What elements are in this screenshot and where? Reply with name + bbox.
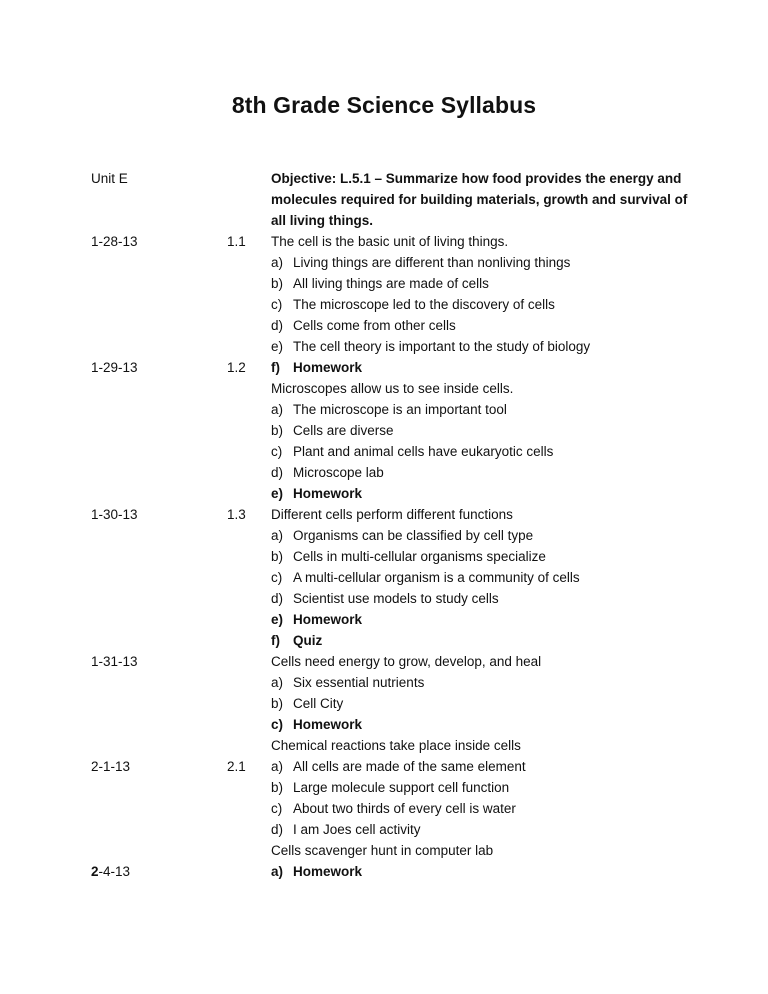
date-entry-5: 2-1-13 [91, 759, 131, 774]
item-text: Homework [293, 612, 363, 627]
list-item-homework [271, 861, 691, 882]
item-text: Quiz [293, 633, 323, 648]
entry-heading: Cells scavenger hunt in computer lab [271, 843, 494, 858]
list-item [271, 588, 691, 609]
item-text: Cells come from other cells [293, 318, 456, 333]
item-letter: c) [271, 444, 283, 459]
list-item [271, 420, 691, 441]
syllabus-content [271, 168, 691, 882]
item-letter: b) [271, 423, 284, 438]
list-item [271, 462, 691, 483]
list-item-homework [271, 483, 691, 504]
entry-block-1 [271, 231, 691, 378]
entry-block-4 [271, 651, 691, 735]
list-item-homework [271, 357, 691, 378]
list-item [271, 567, 691, 588]
item-letter: b) [271, 276, 284, 291]
list-item [271, 252, 691, 273]
entry-block-2 [271, 378, 691, 504]
item-text: Cells in multi-cellular organisms specialize [293, 549, 546, 564]
list-item-homework [271, 714, 691, 735]
item-letter: c) [271, 717, 284, 732]
item-letter: b) [271, 696, 284, 711]
list-item [271, 693, 691, 714]
item-letter: d) [271, 465, 284, 480]
item-letter: a) [271, 759, 284, 774]
item-letter: a) [271, 402, 284, 417]
item-text: Homework [293, 360, 363, 375]
list-item [271, 315, 691, 336]
date-entry-3: 1-30-13 [91, 507, 138, 522]
list-item [271, 399, 691, 420]
date-entry-6-rest: -4-13 [98, 864, 131, 879]
list-item [271, 756, 691, 777]
entry-block-6 [271, 840, 691, 882]
item-letter: c) [271, 570, 283, 585]
list-item [271, 672, 691, 693]
list-item [271, 336, 691, 357]
list-item [271, 441, 691, 462]
entry-heading: Cells need energy to grow, develop, and heal [271, 654, 542, 669]
item-text: The cell theory is important to the study of biology [293, 339, 591, 354]
list-item-quiz [271, 630, 691, 651]
date-entry-1: 1-28-13 [91, 234, 138, 249]
item-text: Homework [293, 864, 363, 879]
item-text: A multi-cellular organism is a community of cells [293, 570, 580, 585]
item-letter: a) [271, 675, 284, 690]
lesson-number-3: 1.3 [227, 507, 246, 522]
item-text: All living things are made of cells [293, 276, 489, 291]
item-text: All cells are made of the same element [293, 759, 526, 774]
lesson-number-1: 1.1 [227, 234, 246, 249]
item-text: The microscope is an important tool [293, 402, 507, 417]
item-letter: e) [271, 486, 284, 501]
list-item [271, 294, 691, 315]
item-letter: e) [271, 339, 284, 354]
item-letter: f) [271, 633, 280, 648]
item-text: The microscope led to the discovery of cells [293, 297, 555, 312]
item-letter: d) [271, 591, 284, 606]
item-letter: b) [271, 780, 284, 795]
item-letter: a) [271, 528, 284, 543]
list-item [271, 819, 691, 840]
list-item [271, 273, 691, 294]
item-text: Homework [293, 717, 363, 732]
item-text: Six essential nutrients [293, 675, 425, 690]
date-entry-2: 1-29-13 [91, 360, 138, 375]
date-entry-6-bold: 2 [91, 864, 99, 879]
entry-block-3 [271, 504, 691, 651]
item-letter: f) [271, 360, 280, 375]
entry-heading: Different cells perform different functions [271, 507, 513, 522]
item-letter: d) [271, 822, 284, 837]
item-letter: d) [271, 318, 284, 333]
list-item [271, 798, 691, 819]
objective-text: Objective: L.5.1 – Summarize how food provides the energy and molecules required for building materials, growth and survival of all living things. [271, 171, 688, 228]
entry-heading: The cell is the basic unit of living things. [271, 234, 509, 249]
list-item-homework [271, 609, 691, 630]
date-entry-6 [91, 861, 130, 882]
item-letter: c) [271, 297, 283, 312]
list-item [271, 546, 691, 567]
entry-heading: Chemical reactions take place inside cells [271, 738, 521, 753]
item-letter: e) [271, 612, 284, 627]
item-text: About two thirds of every cell is water [293, 801, 516, 816]
item-text: Plant and animal cells have eukaryotic cells [293, 444, 554, 459]
unit-label: Unit E [91, 171, 128, 186]
lesson-number-2: 1.2 [227, 360, 246, 375]
item-text: Scientist use models to study cells [293, 591, 499, 606]
item-text: Organisms can be classified by cell type [293, 528, 534, 543]
list-item [271, 777, 691, 798]
item-letter: b) [271, 549, 284, 564]
item-text: Microscope lab [293, 465, 384, 480]
item-text: Large molecule support cell function [293, 780, 510, 795]
date-entry-4: 1-31-13 [91, 654, 138, 669]
entry-block-5 [271, 735, 691, 840]
item-letter: c) [271, 801, 283, 816]
item-text: Cells are diverse [293, 423, 394, 438]
entry-heading: Microscopes allow us to see inside cells. [271, 381, 514, 396]
item-text: I am Joes cell activity [293, 822, 421, 837]
lesson-number-5: 2.1 [227, 759, 246, 774]
page-title: 8th Grade Science Syllabus [231, 92, 537, 118]
item-text: Homework [293, 486, 363, 501]
item-text: Cell City [293, 696, 344, 711]
item-letter: a) [271, 864, 284, 879]
item-text: Living things are different than nonliving things [293, 255, 571, 270]
item-letter: a) [271, 255, 284, 270]
list-item [271, 525, 691, 546]
